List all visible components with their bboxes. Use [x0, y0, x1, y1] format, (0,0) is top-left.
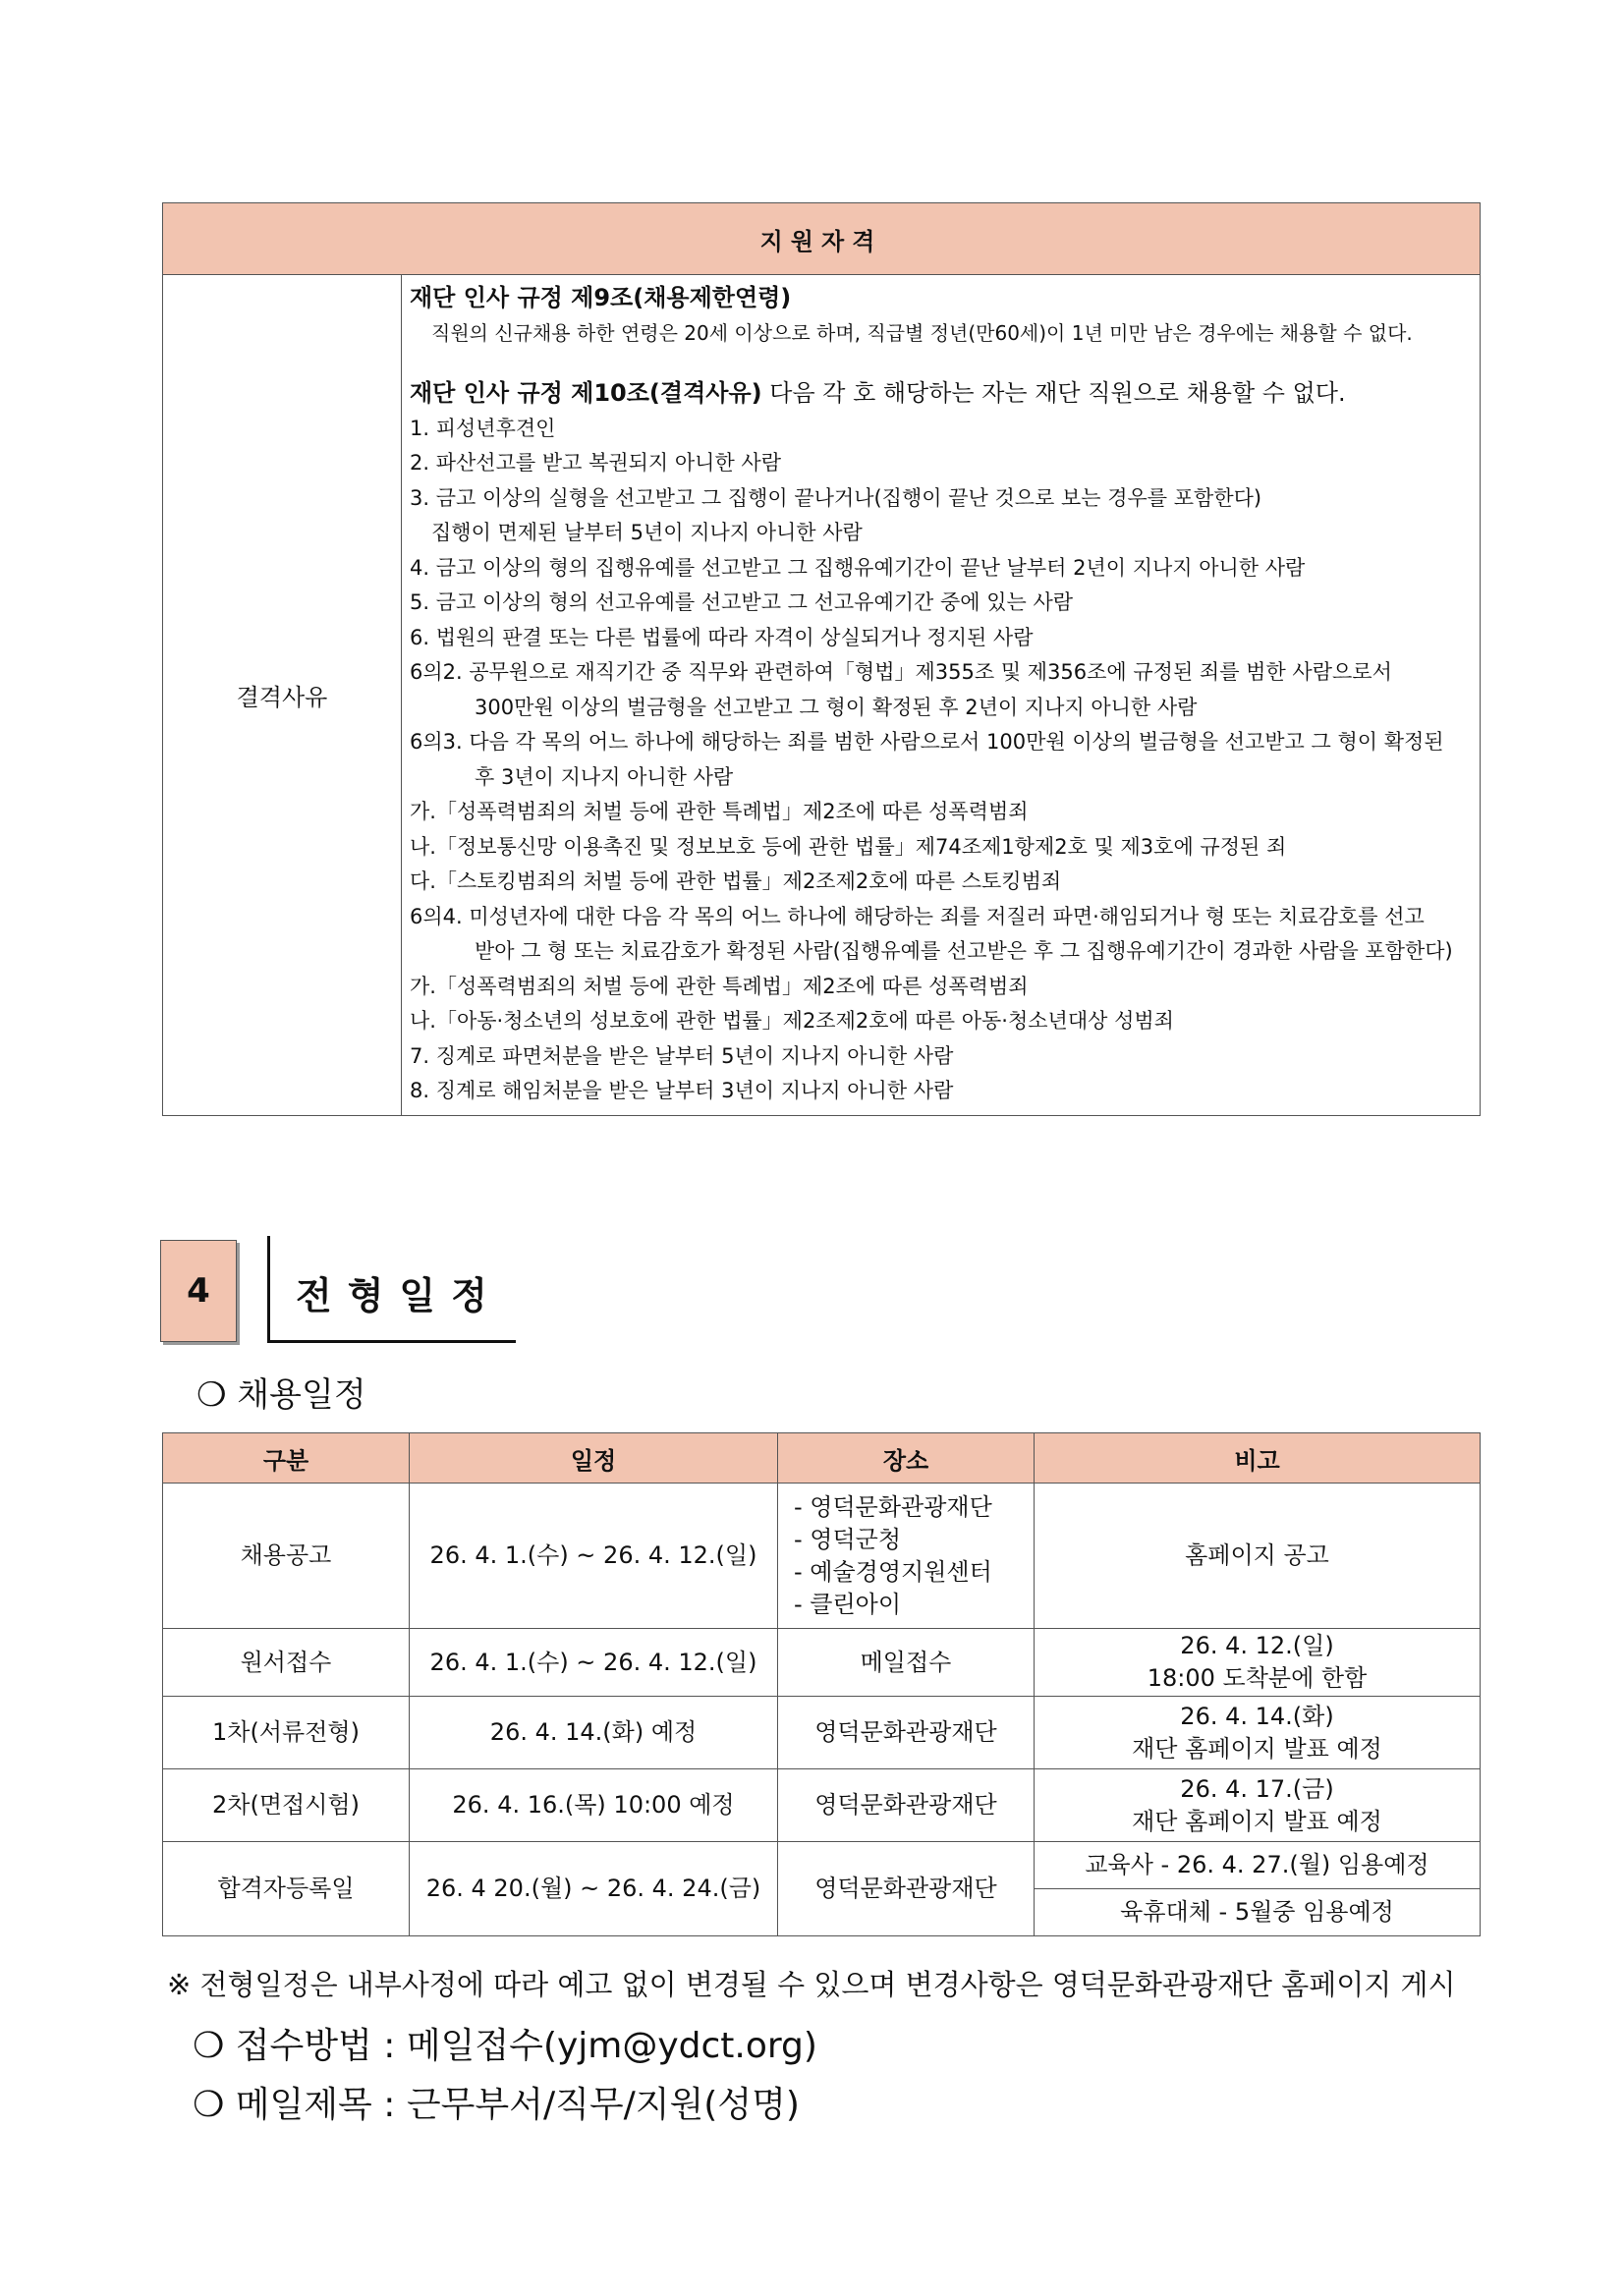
list-item: 3. 금고 이상의 실형을 선고받고 그 집행이 끝나거나(집행이 끝난 것으로 보는 경우를 포함한다): [410, 485, 1262, 510]
note-line: 18:00 도착분에 한함: [1147, 1664, 1368, 1692]
row-place: 영덕문화관광재단: [778, 1697, 1035, 1769]
row-date: 26. 4. 1.(수) ~ 26. 4. 12.(일): [410, 1629, 778, 1697]
list-item: 나.「아동·청소년의 성보호에 관한 법률」제2조제2호에 따른 아동·청소년대상 성범죄: [410, 1009, 1174, 1033]
list-item: 1. 피성년후견인: [410, 416, 556, 440]
row-place: 영덕문화관광재단: [778, 1769, 1035, 1842]
row-category: 1차(서류전형): [163, 1697, 410, 1769]
section-number-badge: 4: [160, 1240, 237, 1342]
row-category: 합격자등록일: [163, 1842, 410, 1936]
list-item: 8. 징계로 해임처분을 받은 날부터 3년이 지나지 아니한 사람: [410, 1079, 954, 1102]
list-item: 4. 금고 이상의 형의 집행유예를 선고받고 그 집행유예기간이 끝난 날부터 2년이 지나지 아니한 사람: [410, 555, 1306, 580]
place-item: - 영덕문화관광재단: [794, 1492, 992, 1521]
row-category: 2차(면접시험): [163, 1769, 410, 1842]
section-title: [267, 1236, 516, 1343]
row-date: 26. 4 20.(월) ~ 26. 4. 24.(금): [410, 1842, 778, 1936]
schedule-heading: ❍ 채용일정: [196, 1375, 366, 1415]
table-row: [163, 1629, 1481, 1697]
list-item: 다.「스토킹범죄의 처벌 등에 관한 법률」제2조제2호에 따른 스토킹범죄: [410, 869, 1062, 893]
list-item: 6의4. 미성년자에 대한 다음 각 목의 어느 하나에 해당하는 죄를 저질러 파면·해임되거나 형 또는 치료감호를 선고: [410, 904, 1425, 928]
schedule-table: [162, 1432, 1481, 1936]
article-9-title: 재단 인사 규정 제9조(채용제한연령): [410, 284, 792, 311]
list-item: 6의3. 다음 각 목의 어느 하나에 해당하는 죄를 범한 사람으로서 100만원 이상의 벌금형을 선고받고 그 형이 확정된: [410, 730, 1444, 754]
col-header: 구분: [163, 1433, 410, 1484]
row-date: 26. 4. 14.(화) 예정: [410, 1697, 778, 1769]
note-line: 26. 4. 17.(금): [1180, 1774, 1334, 1803]
qualification-header: 지원자격: [163, 203, 1481, 275]
disqualification-content: [402, 275, 1481, 1116]
article-10-text: 다음 각 호 해당하는 자는 재단 직원으로 채용할 수 없다.: [761, 379, 1346, 407]
list-item: 가.「성폭력범죄의 처벌 등에 관한 특례법」제2조에 따른 성폭력범죄: [410, 800, 1029, 823]
email-subject: ❍ 메일제목 : 근무부서/직무/지원(성명): [193, 2085, 800, 2125]
table-row: [163, 1769, 1481, 1842]
list-item: 5. 금고 이상의 형의 선고유예를 선고받고 그 선고유예기간 중에 있는 사람: [410, 590, 1074, 614]
row-place: 영덕문화관광재단: [778, 1842, 1035, 1936]
article-10-title-text: 재단 인사 규정 제10조(결격사유): [410, 379, 762, 407]
list-item: 가.「성폭력범죄의 처벌 등에 관한 특례법」제2조에 따른 성폭력범죄: [410, 974, 1029, 998]
table-row: [163, 1842, 1481, 1889]
note-line: 재단 홈페이지 발표 예정: [1132, 1734, 1382, 1763]
row-category: 원서접수: [163, 1629, 410, 1697]
list-item: 300만원 이상의 벌금형을 선고받고 그 형이 확정된 후 2년이 지나지 아니한 사람: [475, 695, 1198, 719]
list-item: 나.「정보통신망 이용촉진 및 정보보호 등에 관한 법률」제74조제1항제2호 및 제3호에 규정된 죄: [410, 834, 1287, 859]
row-places: [778, 1484, 1035, 1629]
list-item: 7. 징계로 파면처분을 받은 날부터 5년이 지나지 아니한 사람: [410, 1043, 954, 1068]
row-date: 26. 4. 1.(수) ~ 26. 4. 12.(일): [410, 1484, 778, 1629]
article-9-text: 직원의 신규채용 하한 연령은 20세 이상으로 하며, 직급별 정년(만60세)이 1년 미만 남은 경우에는 채용할 수 없다.: [431, 320, 1413, 345]
place-item: - 영덕군청: [794, 1525, 902, 1553]
row-note: [1035, 1697, 1481, 1769]
list-item: 6의2. 공무원으로 재직기간 중 직무와 관련하여「형법」제355조 및 제356조에 규정된 죄를 범한 사람으로서: [410, 660, 1392, 684]
col-header: 비고: [1035, 1433, 1481, 1484]
row-note: 육휴대체 - 5월중 임용예정: [1035, 1889, 1481, 1936]
article-10-title: [410, 376, 1472, 412]
place-item: - 클린아이: [794, 1590, 902, 1618]
disqualification-label: 결격사유: [163, 275, 402, 1116]
list-item: 받아 그 형 또는 치료감호가 확정된 사람(집행유예를 선고받은 후 그 집행유예기간이 경과한 사람을 포함한다): [475, 939, 1453, 963]
section-title-text: 전형일정: [296, 1274, 503, 1317]
row-note: [1035, 1629, 1481, 1697]
note-line: 26. 4. 14.(화): [1180, 1702, 1334, 1730]
row-note: 홈페이지 공고: [1035, 1484, 1481, 1629]
schedule-notice: ※ 전형일정은 내부사정에 따라 예고 없이 변경될 수 있으며 변경사항은 영덕문화관광재단 홈페이지 게시: [167, 1968, 1456, 2001]
note-line: 재단 홈페이지 발표 예정: [1132, 1807, 1382, 1835]
table-row: [163, 1484, 1481, 1629]
row-date: 26. 4. 16.(목) 10:00 예정: [410, 1769, 778, 1842]
row-place: 메일접수: [778, 1629, 1035, 1697]
qualification-table: [162, 202, 1481, 1116]
row-category: 채용공고: [163, 1484, 410, 1629]
list-item: 2. 파산선고를 받고 복권되지 아니한 사람: [410, 451, 781, 475]
col-header: 일정: [410, 1433, 778, 1484]
list-item: 후 3년이 지나지 아니한 사람: [475, 764, 734, 789]
col-header: 장소: [778, 1433, 1035, 1484]
row-note: [1035, 1769, 1481, 1842]
application-method: ❍ 접수방법 : 메일접수(yjm@ydct.org): [193, 2026, 817, 2066]
note-line: 26. 4. 12.(일): [1180, 1632, 1334, 1659]
list-item: 집행이 면제된 날부터 5년이 지나지 아니한 사람: [431, 521, 863, 544]
place-item: - 예술경영지원센터: [794, 1557, 992, 1586]
list-item: 6. 법원의 판결 또는 다른 법률에 따라 자격이 상실되거나 정지된 사람: [410, 625, 1034, 649]
table-row: [163, 1697, 1481, 1769]
row-note: 교육사 - 26. 4. 27.(월) 임용예정: [1035, 1842, 1481, 1889]
